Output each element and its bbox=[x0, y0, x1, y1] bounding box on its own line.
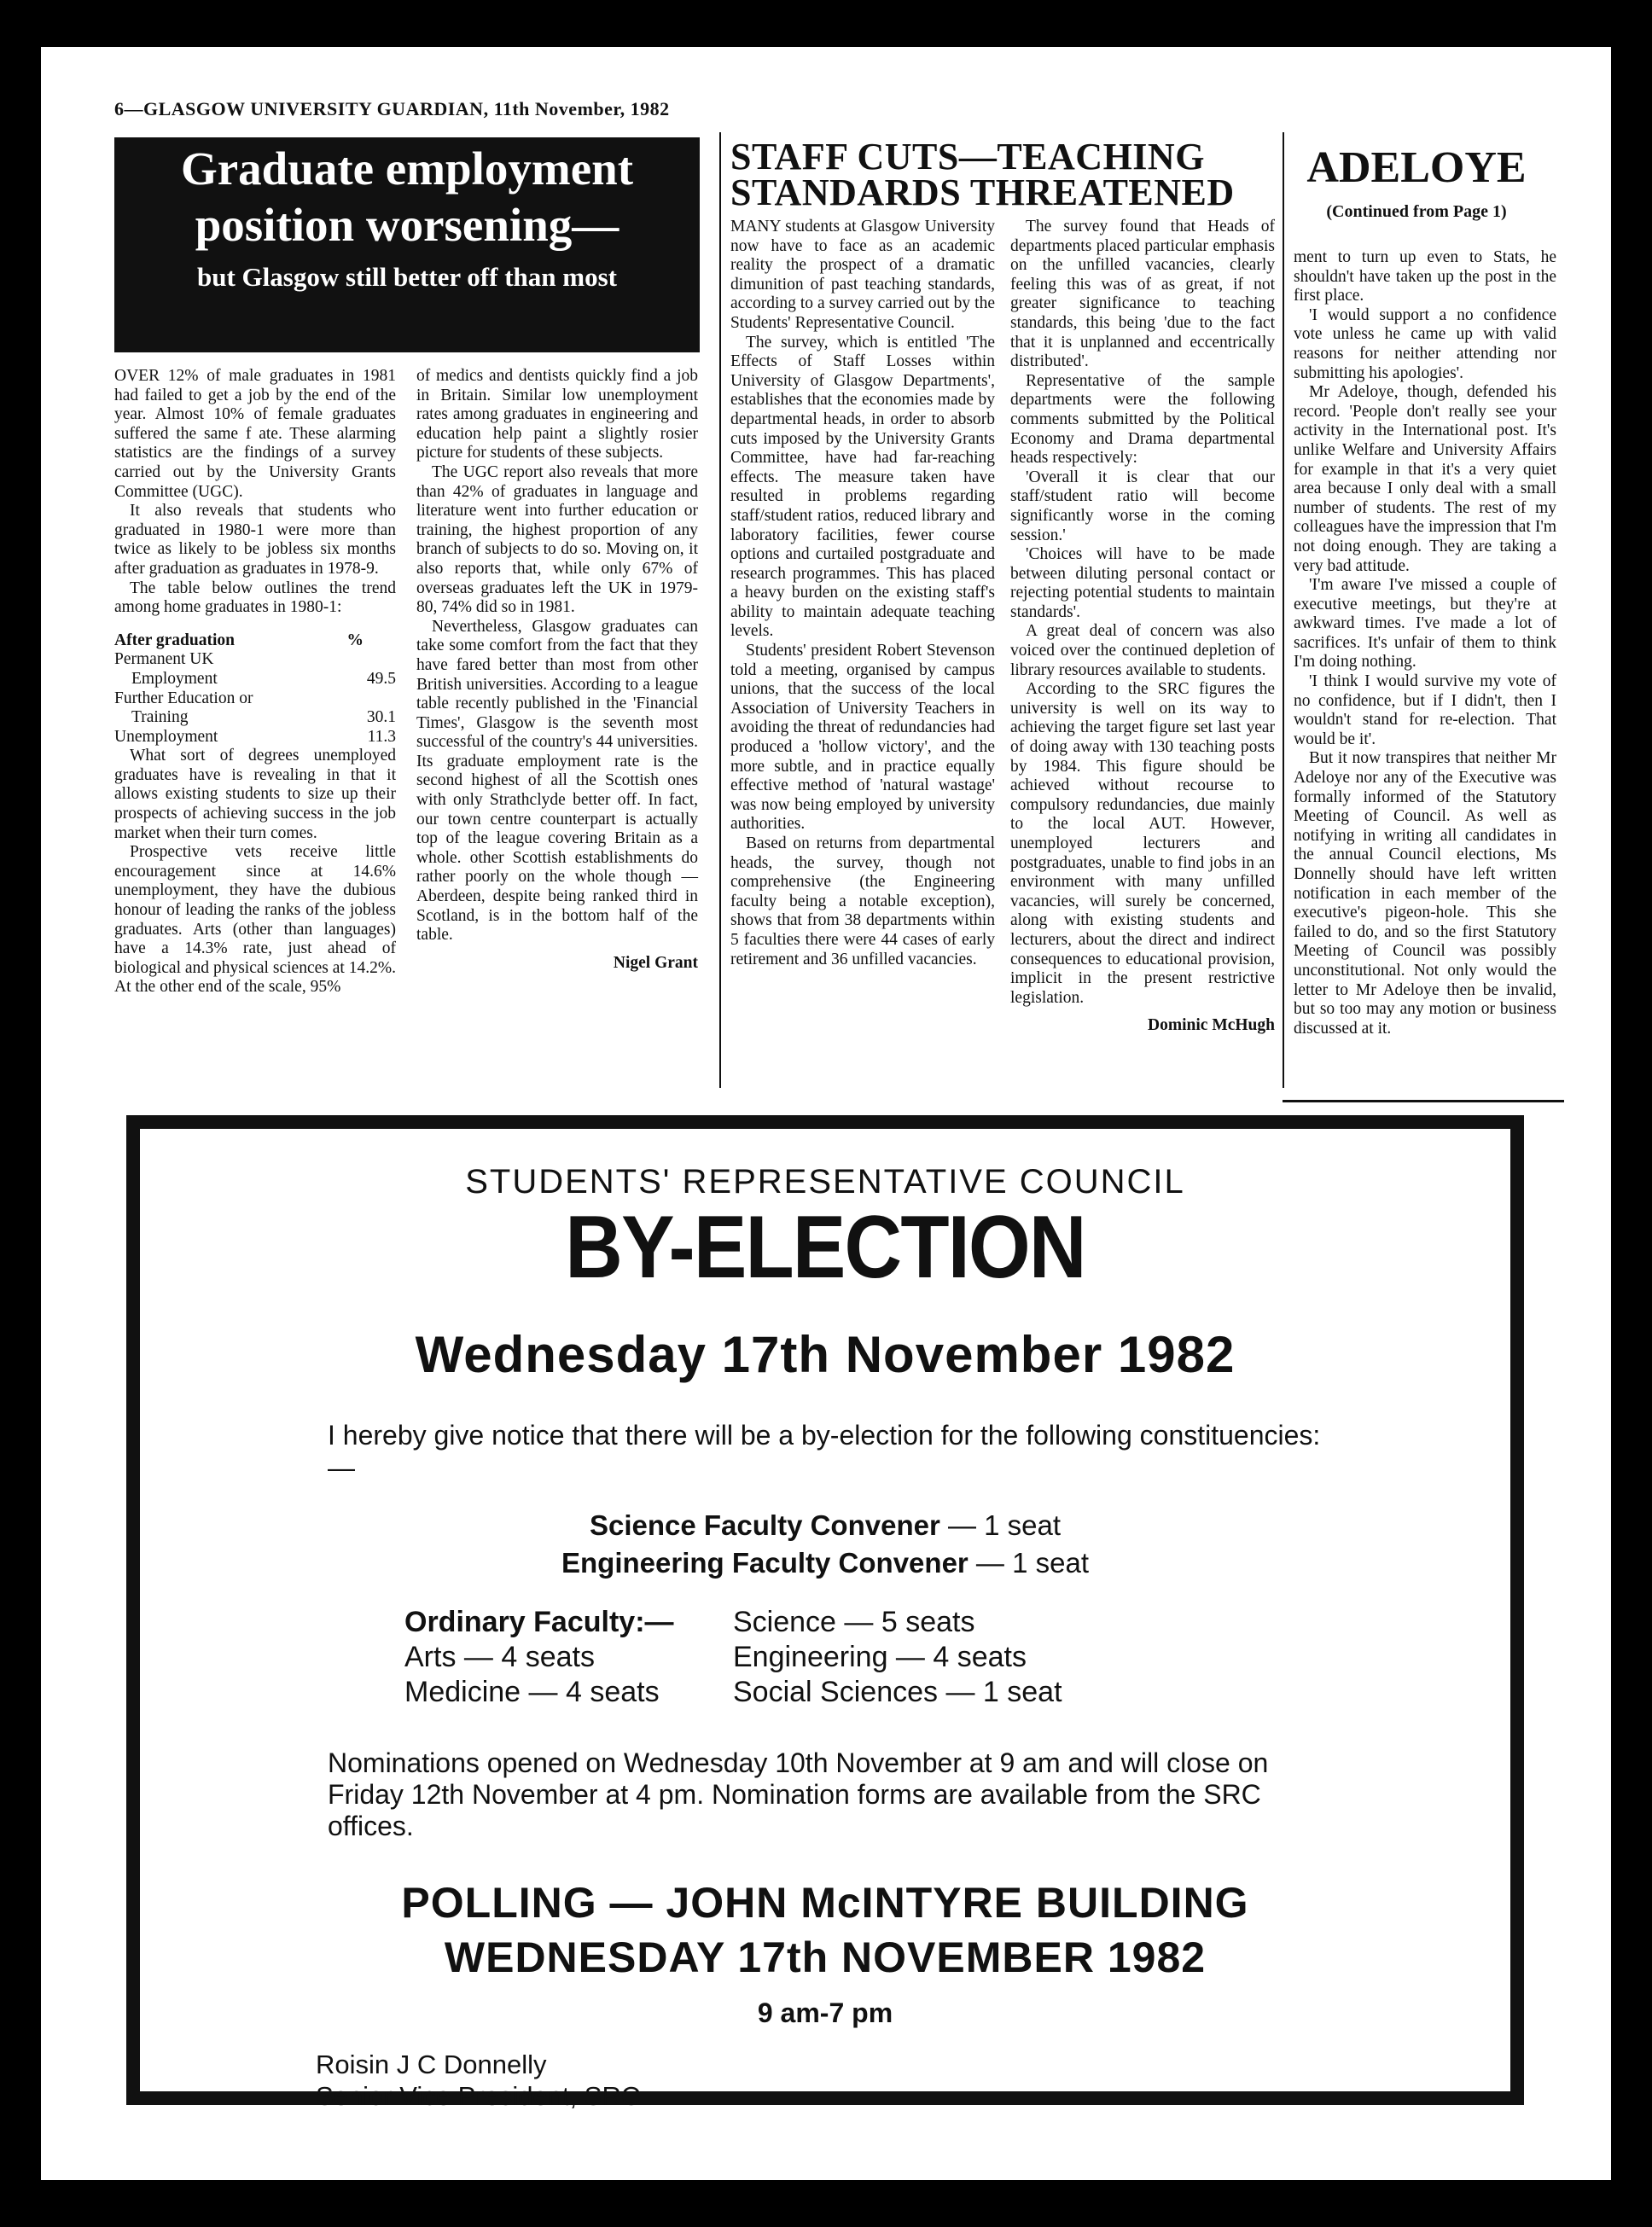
graduate-column-2 bbox=[416, 367, 698, 973]
paragraph: According to the SRC figures the university is well on its way to achieving the target figure set last year of doing away with 130 teaching posts by 1984. This figure should be achieved without recourse to compulsory redundancies, due mainly to the local AUT. However, unemployed lecturers and postgraduates, unable to find jobs in an environment with many unfilled vacancies, will surely be concerned, along with existing students and lecturers, about the direct and indirect consequences to educational provision, implicit in the present restrictive legislation. bbox=[1010, 680, 1275, 1007]
staff-headline bbox=[730, 136, 1277, 213]
advert-date: Wednesday 17th November 1982 bbox=[415, 1326, 1236, 1383]
table-row bbox=[114, 689, 396, 709]
table-cell-value: 49.5 bbox=[366, 669, 396, 688]
graduate-column-1 bbox=[114, 367, 396, 997]
seat-arts: Arts — 4 seats bbox=[404, 1641, 595, 1673]
running-head: 6—GLASGOW UNIVERSITY GUARDIAN, 11th November, 1982 bbox=[114, 98, 670, 119]
paragraph: It also reveals that students who graduated in 1980-1 were more than twice as likely to be jobless six months after graduation as graduates in 1978-9. bbox=[114, 502, 396, 578]
adeloye-column bbox=[1294, 248, 1556, 1038]
advert-convener-science bbox=[140, 1509, 1510, 1542]
table-cell-label: Employment bbox=[131, 669, 218, 688]
convener-label: Engineering Faculty Convener bbox=[561, 1547, 969, 1579]
table-cell-value: 30.1 bbox=[366, 708, 396, 727]
paragraph: 'I would support a no confidence vote unless he came up with valid reasons for neither attending nor submitting his apologies'. bbox=[1294, 305, 1556, 382]
table-cell-label: Unemployment bbox=[114, 727, 218, 746]
column-rule bbox=[719, 132, 721, 1088]
seat-engineering: Engineering — 4 seats bbox=[733, 1641, 1027, 1673]
staff-headline-line-1: STAFF CUTS—TEACHING bbox=[730, 136, 1205, 177]
graduate-subhead: but Glasgow still better off than most bbox=[197, 262, 617, 292]
table-cell-label: Further Education or bbox=[114, 689, 253, 707]
table-cell-value: 11.3 bbox=[367, 727, 396, 746]
table-cell-label: Training bbox=[131, 708, 189, 727]
paragraph: 'Choices will have to be made between diluting personal contact or rejecting potential students to maintain standards'. bbox=[1010, 545, 1275, 621]
paragraph: The UGC report also reveals that more than 42% of graduates in language and literature went into further education or training, the highest proportion of any branch of subjects to do so. Moving on, it also reports that, while only 67% of overseas graduates left the UK in 1979-80, 74% did so in 1981. bbox=[416, 462, 698, 617]
signatory-name: Roisin J C Donnelly bbox=[316, 2050, 547, 2079]
section-rule bbox=[1283, 1100, 1564, 1102]
byline: Nigel Grant bbox=[613, 953, 698, 972]
paragraph: of medics and dentists quickly find a job in Britain. Similar low unemployment rates among graduates in engineering and education help paint a slightly rosier picture for students of these subjects. bbox=[416, 367, 698, 462]
table-header-unit: % bbox=[346, 631, 364, 649]
graduate-headline-line-1: Graduate employment bbox=[180, 142, 634, 195]
table-row bbox=[114, 670, 396, 689]
table-header bbox=[114, 631, 396, 651]
advert-seat-grid bbox=[404, 1605, 1062, 1710]
staff-headline-line-2: STANDARDS THREATENED bbox=[730, 172, 1235, 213]
paragraph: The survey, which is entitled 'The Effects of Staff Losses within University of Glasgow Departments', establishes that the economies made by departmental heads, in order to absorb cuts imposed by the University Grants Committee, have had far-reaching effects. The measure taken have resulted in problems regarding staff/student ratios, reduced library and laboratory facilities, fewer course options and curtailed postgraduate and research programmes. This has placed a heavy burden on the existing staff's ability to maintain adequate teaching levels. bbox=[730, 333, 995, 641]
advert-convener-engineering bbox=[140, 1547, 1510, 1579]
table-row bbox=[114, 650, 396, 670]
paragraph: What sort of degrees unemployed graduates have is revealing in that it allows existing students to size up their prospects of achieving success in the job market when their turn comes. bbox=[114, 747, 396, 842]
adeloye-continued: (Continued from Page 1) bbox=[1326, 202, 1507, 221]
paragraph: ment to turn up even to Stats, he shouldn't have taken up the post in the first place. bbox=[1294, 248, 1556, 305]
staff-column-2 bbox=[1010, 218, 1275, 1036]
seat-science: Science — 5 seats bbox=[733, 1606, 975, 1638]
seat-social-sciences: Social Sciences — 1 seat bbox=[733, 1676, 1062, 1708]
paragraph: Prospective vets receive little encouragement since at 14.6% unemployment, they have the dubious honour of leading the ranks of the jobless graduates. Arts (other than languages) have a 14.3% rate, just ahead of biological and physical sciences at 14.2%. At the other end of the scale, 95% bbox=[114, 843, 396, 997]
convener-seats: — 1 seat bbox=[968, 1547, 1089, 1579]
paragraph: MANY students at Glasgow University now have to face as an academic reality the prospect of a dramatic dimunition of past teaching standards, according to a survey carried out by the Students' Representative Council. bbox=[730, 218, 995, 332]
paragraph: OVER 12% of male graduates in 1981 had failed to get a job by the end of the year. Almost 10% of female graduates suffered the same f ate. These alarming statistics are the findings of a survey carried out by the University Grants Committee (UGC). bbox=[114, 367, 396, 501]
paragraph: Based on returns from departmental heads, the survey, though not comprehensive (the Engineering faculty being a notable exception), shows that from 38 departments within 5 faculties there were 44 cases of early retirement and 36 unfilled vacancies. bbox=[730, 834, 995, 968]
paragraph: The table below outlines the trend among home graduates in 1980-1: bbox=[114, 579, 396, 617]
newspaper-page bbox=[41, 47, 1611, 2180]
convener-label: Science Faculty Convener bbox=[589, 1509, 940, 1541]
graduate-headline-line-2: position worsening— bbox=[195, 199, 620, 251]
advert-hours: 9 am-7 pm bbox=[757, 1997, 893, 2028]
column-rule bbox=[1283, 132, 1284, 1088]
advert-title: BY-ELECTION bbox=[565, 1198, 1085, 1297]
byline: Dominic McHugh bbox=[1148, 1016, 1275, 1035]
paragraph: The survey found that Heads of departments placed particular emphasis on the unfilled vacancies, clearly feeling this was of as great, if not greater significance to teaching standards, this being 'due to the fact that it is unplanned and eccentrically distributed'. bbox=[1010, 218, 1275, 371]
staff-column-1 bbox=[730, 218, 995, 969]
table-row bbox=[114, 708, 396, 728]
advert-polling: POLLING — JOHN McINTYRE BUILDING bbox=[401, 1879, 1249, 1927]
by-election-advert bbox=[126, 1115, 1524, 2111]
table-header-label: After graduation bbox=[114, 631, 236, 649]
paragraph: Students' president Robert Stevenson told a meeting, organised by campus unions, that the success of the local Association of University Teachers in avoiding the threat of redundancies had produced a 'hollow victory', and the more subtle, and in practice equally effective method of 'natural wastage' was now being employed by university authorities. bbox=[730, 642, 995, 834]
advert-signature bbox=[316, 2049, 640, 2112]
paragraph: Nevertheless, Glasgow graduates can take some comfort from the fact that they have fared better than most from other British universities. According to a league table recently published in the 'Financial Times', Glasgow is the seventh most successful of the country's 44 universities. Its graduate employment rate is the second highest of all the Scottish ones with only Strathclyde better off. In fact, our town centre counterpart is actually top of the league covering Britain as a whole. other Scottish establishments do rather poorly on the whole though —Aberdeen, despite being ranked third in Scotland, is in the bottom half of the table. bbox=[416, 617, 698, 945]
seat-medicine: Medicine — 4 seats bbox=[404, 1676, 660, 1708]
paragraph: Mr Adeloye, though, defended his record. 'People don't really see your activity in the International post. It's unlike Welfare and University Affairs for example in that it's a very quiet area because I only deal with a small number of students. The rest of my colleagues have the impression that I'm not doing enough. They are taking a very bad attitude. bbox=[1294, 383, 1556, 575]
advert-council: STUDENTS' REPRESENTATIVE COUNCIL bbox=[465, 1163, 1185, 1201]
paragraph: 'I'm aware I've missed a couple of executive meetings, but they're at awkward times. I've made a lot of sacrifices. It's unfair of them to think I'm doing nothing. bbox=[1294, 576, 1556, 672]
paragraph: But it now transpires that neither Mr Adeloye nor any of the Executive was formally informed of the Statutory Meeting of Council. As well as notifying in writing all candidates in the annual Council elections, Ms Donnelly should have left written notification in each member of the executive's pigeon-hole. This she failed to do, and so the first Statutory Meeting of Council was possibly unconstitutional. Not only would the letter to Mr Adeloye then be invalid, but so too may any motion or business discussed at it. bbox=[1294, 749, 1556, 1038]
paragraph: 'I think I would survive my vote of no confidence, but if I didn't, then I wouldn't stand for re-election. That would be it'. bbox=[1294, 672, 1556, 748]
adeloye-headline: ADELOYE bbox=[1306, 143, 1527, 192]
advert-polling-date: WEDNESDAY 17th NOVEMBER 1982 bbox=[444, 1933, 1207, 1981]
paragraph: Representative of the sample departments were the following comments submitted by the Political Economy and Drama departmental heads respectively: bbox=[1010, 371, 1275, 468]
paragraph: A great deal of concern was also voiced over the continued depletion of library resources available to students. bbox=[1010, 622, 1275, 679]
convener-seats: — 1 seat bbox=[939, 1509, 1062, 1541]
advert-notice: I hereby give notice that there will be a by-election for the following constituencies:— bbox=[328, 1420, 1321, 1483]
paragraph: 'Overall it is clear that our staff/student ratio will become significantly worse in the coming session.' bbox=[1010, 468, 1275, 544]
signatory-title: Senior Vice President, SRC bbox=[316, 2081, 641, 2111]
table-cell-label: Permanent UK bbox=[114, 650, 214, 669]
table-row bbox=[114, 728, 396, 747]
graduate-headline-banner bbox=[114, 137, 700, 352]
advert-nominations: Nominations opened on Wednesday 10th November at 9 am and will close on Friday 12th November at 4 pm. Nomination forms are available from the SRC offices. bbox=[328, 1747, 1269, 1841]
graduate-table bbox=[114, 631, 396, 747]
ordinary-faculty-label: Ordinary Faculty:— bbox=[404, 1606, 674, 1638]
